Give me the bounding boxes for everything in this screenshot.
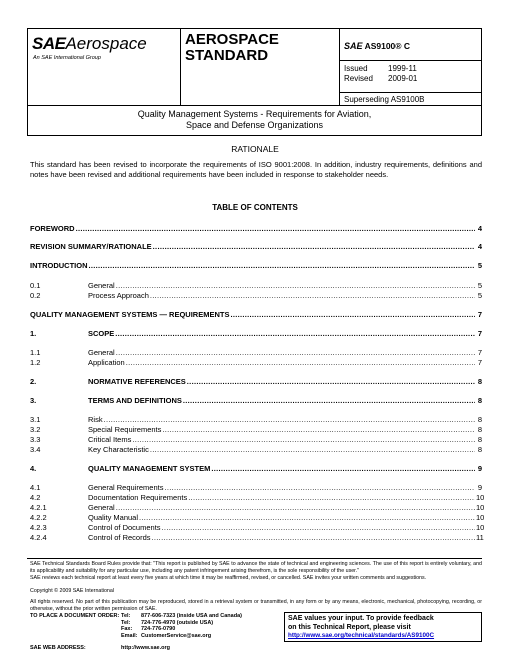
toc-page-number: 7 [477, 310, 482, 319]
toc-entry[interactable] [30, 483, 482, 493]
toc-entry[interactable] [30, 503, 485, 513]
toc-entry-title: Quality Manual [88, 513, 139, 522]
toc-entry-number: 2. [30, 377, 37, 386]
toc-entry-number: 1.1 [30, 348, 41, 357]
toc-heading: TABLE OF CONTENTS [212, 203, 298, 212]
toc-entry-number: QUALITY MANAGEMENT SYSTEMS — REQUIREMENTS [30, 310, 230, 319]
toc-leader-dots [188, 493, 475, 503]
toc-entry-number: 4.2.4 [30, 533, 47, 542]
standard-title: AEROSPACE STANDARD [185, 31, 279, 64]
toc-page-number: 8 [477, 435, 482, 444]
toc-leader-dots [116, 348, 475, 358]
sae-aerospace-logo: SAEAerospace [32, 34, 147, 53]
toc-leader-dots [126, 358, 475, 368]
toc-entry-number: REVISION SUMMARY/RATIONALE [30, 242, 152, 251]
toc-entry-number: 1. [30, 329, 37, 338]
toc-leader-dots [132, 435, 475, 445]
toc-entry-number: 3.3 [30, 435, 41, 444]
toc-entry[interactable] [30, 281, 482, 291]
toc-entry[interactable] [30, 445, 482, 455]
toc-entry[interactable] [30, 523, 485, 533]
doc-info-cell [340, 29, 482, 105]
toc-entry-number: INTRODUCTION [30, 261, 88, 270]
toc-entry[interactable] [30, 224, 482, 234]
toc-entry-number: 3.1 [30, 415, 41, 424]
toc-entry-number: 3.4 [30, 445, 41, 454]
toc-entry-title: Key Characteristic [88, 445, 149, 454]
toc-entry-number: 0.2 [30, 291, 41, 300]
toc-leader-dots [153, 242, 475, 252]
toc-entry[interactable] [30, 435, 482, 445]
toc-page-number: 10 [476, 493, 485, 502]
document-number: SAE AS9100® C [340, 29, 482, 61]
toc-entry-number: 1.2 [30, 358, 41, 367]
toc-leader-dots [89, 261, 476, 271]
toc-leader-dots [139, 513, 475, 523]
toc-leader-dots [211, 464, 475, 474]
toc-entry[interactable] [30, 348, 482, 358]
toc-page-number: 7 [477, 329, 482, 338]
toc-entry-number: 4.2.3 [30, 523, 47, 532]
toc-entry-title: General [88, 503, 115, 512]
toc-entry-number: 3. [30, 396, 37, 405]
toc-leader-dots [162, 425, 475, 435]
rationale-heading: RATIONALE [231, 144, 279, 154]
feedback-link[interactable]: http://www.sae.org/technical/standards/AS9100C [288, 632, 435, 639]
standard-title-cell [181, 29, 340, 105]
toc-entry-title: Control of Documents [88, 523, 161, 532]
standards-board-note: SAE Technical Standards Board Rules provide that: "This report is published by SAE to advance the state of technical and engineering sciences. The use of this report is entirely voluntary, and its applicability and suitability for any particular use, including any patent infringement arising therefrom, is the sole responsibility of the user." [30, 561, 482, 574]
toc-entry[interactable] [30, 329, 482, 339]
toc-entry[interactable] [30, 513, 485, 523]
review-note: SAE reviews each technical report at least every five years at which time it may be reaffirmed, revised, or cancelled. SAE invites your written comments and suggestions. [30, 575, 427, 581]
toc-entry[interactable] [30, 493, 485, 503]
toc-entry[interactable] [30, 291, 482, 301]
toc-page-number: 8 [477, 377, 482, 386]
toc-entry-number: 4.1 [30, 483, 41, 492]
toc-page-number: 7 [477, 348, 482, 357]
toc-entry-title: Application [88, 358, 125, 367]
toc-leader-dots [162, 523, 475, 533]
toc-page-number: 5 [477, 281, 482, 290]
document-subtitle: Quality Management Systems - Requirements for Aviation, Space and Defense Organizations [27, 106, 482, 136]
footer-divider [27, 558, 482, 559]
toc-leader-dots [116, 281, 475, 291]
toc-leader-dots [187, 377, 475, 387]
toc-page-number: 8 [477, 445, 482, 454]
toc-entry-title: QUALITY MANAGEMENT SYSTEM [88, 464, 211, 473]
toc-entry-number: 4.2 [30, 493, 41, 502]
toc-entry-number: 3.2 [30, 425, 41, 434]
superseding-note: Superseding AS9100B [340, 92, 482, 104]
toc-entry[interactable] [30, 377, 482, 387]
toc-leader-dots [76, 224, 475, 234]
toc-page-number: 4 [477, 242, 482, 251]
toc-entry-title: Control of Records [88, 533, 151, 542]
toc-entry[interactable] [30, 310, 482, 320]
toc-leader-dots [104, 415, 475, 425]
toc-entry[interactable] [30, 464, 482, 474]
toc-page-number: 9 [477, 483, 482, 492]
toc-page-number: 10 [476, 513, 485, 522]
toc-entry-number: 4. [30, 464, 37, 473]
document-header [27, 28, 482, 106]
toc-page-number: 10 [476, 503, 485, 512]
rationale-text: This standard has been revised to incorporate the requirements of ISO 9001:2008. In addition, industry requirements, definitions and notes have been revised and additional requirements have been included in response to stakeholder needs. [30, 160, 482, 179]
toc-page-number: 8 [477, 396, 482, 405]
toc-entry-number: 4.2.2 [30, 513, 47, 522]
toc-entry-title: Special Requirements [88, 425, 162, 434]
toc-entry-title: NORMATIVE REFERENCES [88, 377, 186, 386]
toc-entry[interactable] [30, 396, 482, 406]
toc-entry-title: General [88, 348, 115, 357]
toc-entry-number: FOREWORD [30, 224, 75, 233]
toc-page-number: 7 [477, 358, 482, 367]
toc-page-number: 10 [476, 523, 485, 532]
toc-entry-number: 0.1 [30, 281, 41, 290]
toc-page-number: 9 [477, 464, 482, 473]
toc-entry[interactable] [30, 358, 482, 368]
logo-cell [28, 29, 181, 105]
toc-entry-title: Process Approach [88, 291, 149, 300]
toc-entry[interactable] [30, 425, 482, 435]
toc-leader-dots [116, 503, 475, 513]
toc-entry-title: Risk [88, 415, 103, 424]
document-dates: Issued 1999-11 Revised 2009-01 [344, 64, 418, 83]
toc-entry-title: Documentation Requirements [88, 493, 188, 502]
toc-leader-dots [164, 483, 475, 493]
toc-leader-dots [150, 445, 475, 455]
toc-leader-dots [152, 533, 475, 543]
toc-page-number: 5 [477, 261, 482, 270]
toc-leader-dots [183, 396, 475, 406]
toc-entry[interactable] [30, 242, 482, 252]
feedback-box: SAE values your input. To provide feedback on this Technical Report, please visit http://www.sae.org/technical/standards/AS9100C [284, 612, 482, 642]
toc-entry-title: SCOPE [88, 329, 115, 338]
toc-entry-title: Critical Items [88, 435, 132, 444]
toc-page-number: 8 [477, 415, 482, 424]
toc-page-number: 8 [477, 425, 482, 434]
toc-page-number: 4 [477, 224, 482, 233]
toc-entry-title: General [88, 281, 115, 290]
toc-page-number: 5 [477, 291, 482, 300]
toc-entry-title: General Requirements [88, 483, 164, 492]
toc-entry[interactable] [30, 415, 482, 425]
rights-notice: All rights reserved. No part of this publication may be reproduced, stored in a retrieval system or transmitted, in any form or by any means, electronic, mechanical, photocopying, recording, or otherwise, without the prior written permission of SAE. [30, 599, 482, 612]
toc-leader-dots [230, 310, 475, 320]
toc-leader-dots [150, 291, 475, 301]
logo-subtitle: An SAE International Group [33, 55, 101, 61]
toc-page-number: 11 [476, 533, 484, 542]
web-address: SAE WEB ADDRESS: http://www.sae.org [30, 645, 170, 651]
toc-leader-dots [115, 329, 475, 339]
toc-entry-title: TERMS AND DEFINITIONS [88, 396, 182, 405]
copyright: Copyright © 2009 SAE International [30, 588, 114, 594]
toc-entry[interactable] [30, 533, 482, 543]
toc-entry-number: 4.2.1 [30, 503, 47, 512]
toc-entry[interactable] [30, 261, 482, 271]
